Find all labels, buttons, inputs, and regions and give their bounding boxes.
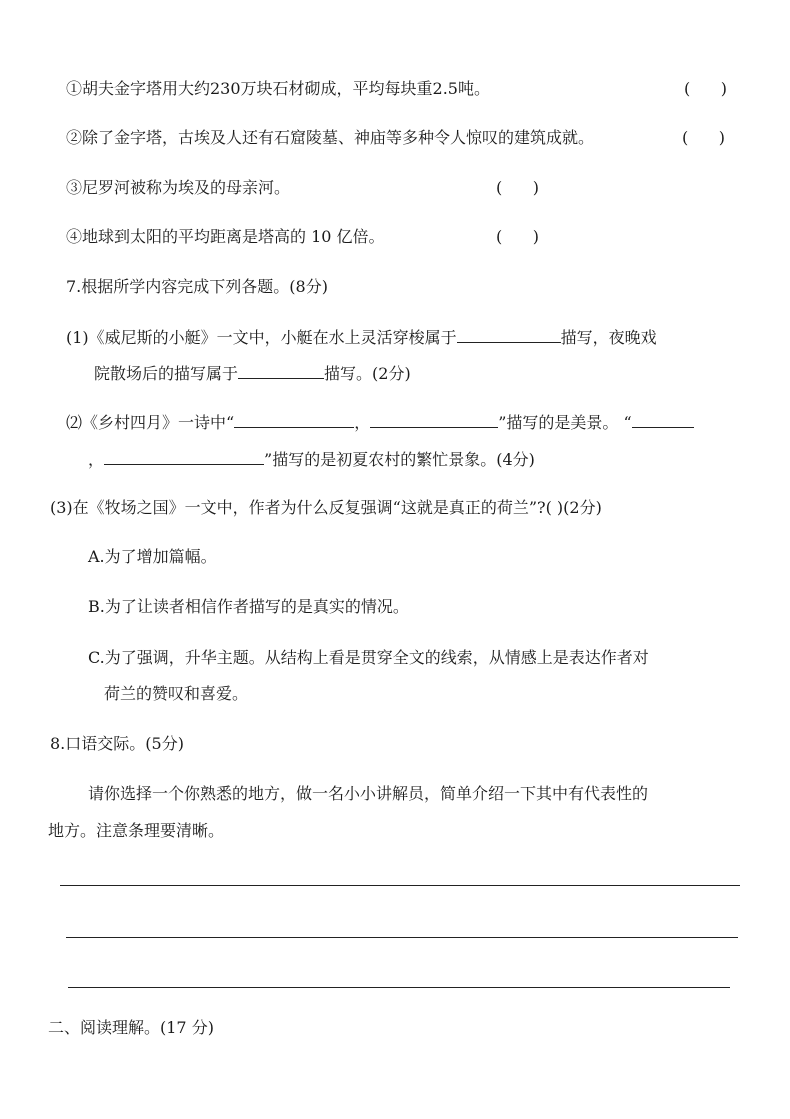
- option-c-line-1[interactable]: C.为了强调，升华主题。从结构上看是贯穿全文的线索，从情感上是表达作者对: [88, 648, 649, 667]
- q7-2-comma-2: ，: [88, 450, 105, 469]
- question-7-3: (3)在《牧场之国》一文中，作者为什么反复强调“这就是真正的荷兰”?( )(2分): [50, 498, 602, 517]
- answer-paren-3[interactable]: ( ): [496, 178, 539, 197]
- fill-blank-7-1-a[interactable]: [457, 326, 561, 343]
- question-7-1-line-2: [94, 362, 411, 385]
- question-7-title: 7.根据所学内容完成下列各题。(8分): [66, 277, 328, 296]
- question-7-1-line-1: [66, 326, 657, 349]
- fill-blank-7-2-c[interactable]: [632, 411, 694, 428]
- option-b[interactable]: B.为了让读者相信作者描写的是真实的情况。: [88, 597, 409, 616]
- answer-paren-1[interactable]: ( ): [684, 79, 727, 98]
- question-7-2-line-2: [88, 448, 535, 471]
- q7-1-text-b: 描写，夜晚戏: [560, 328, 657, 347]
- question-8-prompt-line-2: 地方。注意条理要清晰。: [48, 821, 225, 840]
- fill-blank-7-2-d[interactable]: [104, 448, 264, 465]
- q7-2-comma: ，: [354, 413, 371, 432]
- answer-line-2[interactable]: [66, 937, 738, 938]
- answer-line-1[interactable]: [60, 885, 740, 886]
- q7-2-text-d: ”描写的是初夏农村的繁忙景象。(4分): [264, 450, 535, 469]
- question-8-prompt-line-1: 请你选择一个你熟悉的地方，做一名小小讲解员，简单介绍一下其中有代表性的: [88, 784, 649, 803]
- statement-3: ③尼罗河被称为埃及的母亲河。: [66, 178, 291, 197]
- q7-2-text-b: ”描写的是美景。 “: [498, 413, 632, 432]
- answer-paren-4[interactable]: ( ): [496, 227, 539, 246]
- answer-line-3[interactable]: [68, 987, 730, 988]
- statement-4: ④地球到太阳的平均距离是塔高的 10 亿倍。: [66, 227, 385, 246]
- question-8-title: 8.口语交际。(5分): [50, 734, 184, 753]
- answer-paren-2[interactable]: ( ): [682, 128, 725, 147]
- fill-blank-7-1-b[interactable]: [238, 362, 324, 379]
- option-c-line-2[interactable]: 荷兰的赞叹和喜爱。: [104, 684, 249, 703]
- statement-2: ②除了金字塔，古埃及人还有石窟陵墓、神庙等多种令人惊叹的建筑成就。: [66, 128, 595, 147]
- fill-blank-7-2-a[interactable]: [234, 411, 354, 428]
- statement-1: ①胡夫金字塔用大约230万块石材砌成，平均每块重2.5吨。: [66, 79, 490, 98]
- q7-1-text-a: (1)《威尼斯的小艇》一文中，小艇在水上灵活穿梭属于: [66, 328, 457, 347]
- section-2-title: 二、阅读理解。(17 分): [48, 1018, 214, 1037]
- fill-blank-7-2-b[interactable]: [370, 411, 498, 428]
- q7-1-text-d: 描写。(2分): [324, 364, 411, 383]
- q7-1-text-c: 院散场后的描写属于: [94, 364, 239, 383]
- q7-2-text-a: ⑵《乡村四月》一诗中“: [66, 413, 235, 432]
- question-7-2-line-1: [66, 411, 694, 434]
- option-a[interactable]: A.为了增加篇幅。: [88, 547, 217, 566]
